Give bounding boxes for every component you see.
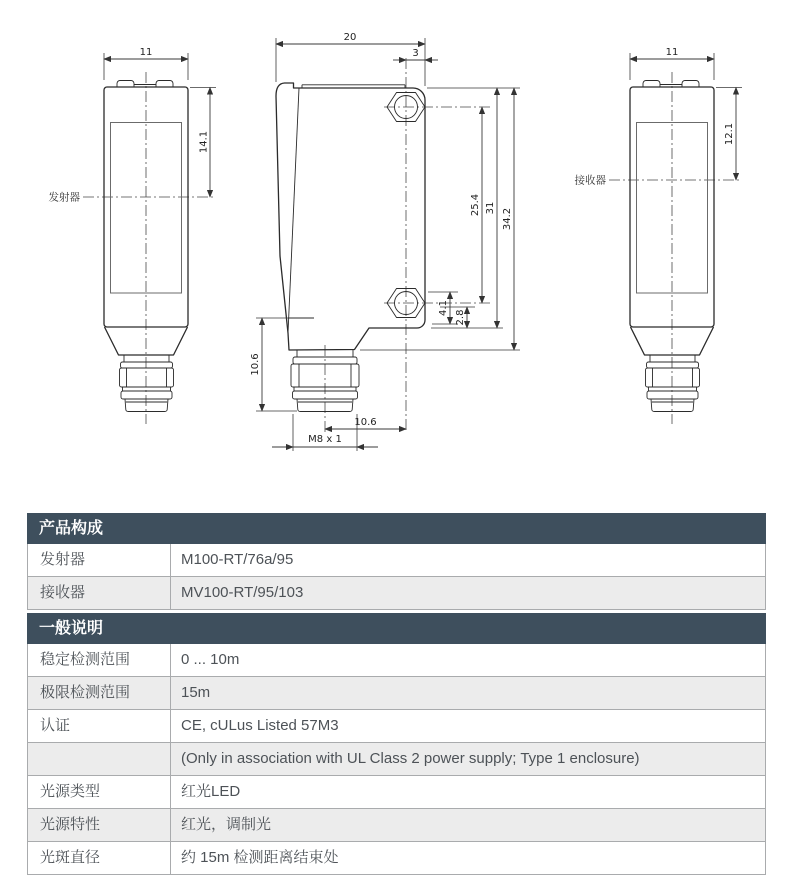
row-label: 光源类型 — [28, 776, 171, 808]
dim-hole-spacing: 25.4 — [470, 193, 481, 217]
row-value: MV100-RT/95/103 — [181, 584, 304, 601]
emitter-front-view — [49, 47, 217, 424]
row-value: 约 15m 检测距离结束处 — [181, 849, 339, 866]
table-row — [27, 544, 766, 577]
table-row — [27, 809, 766, 842]
row-value: 15m — [181, 684, 211, 701]
spec-table — [27, 513, 766, 875]
dim-flange-thickness: 2.8 — [455, 309, 466, 326]
table-row — [27, 776, 766, 809]
row-value: CE, cULus Listed 57M3 — [181, 717, 339, 734]
table-row — [27, 743, 766, 776]
row-label: 光源特性 — [28, 809, 171, 841]
dim-top-to-lower-hole: 31 — [485, 201, 496, 215]
row-value: M100-RT/76a/95 — [181, 551, 294, 568]
row-value: (Only in association with UL Class 2 power supply; Type 1 enclosure) — [181, 750, 640, 767]
dim-receiver-optics-height: 12.1 — [724, 122, 735, 146]
dim-width-receiver: 11 — [665, 47, 679, 58]
section-header-general-description: 一般说明 — [27, 613, 766, 644]
side-view — [250, 32, 520, 451]
dim-emitter-optics-height: 14.1 — [198, 130, 210, 154]
row-value: 红光LED — [181, 783, 241, 800]
dim-width-emitter: 11 — [139, 47, 153, 58]
row-label — [28, 743, 171, 775]
table-row — [27, 710, 766, 743]
table-row — [27, 677, 766, 710]
dim-thread: M8 x 1 — [308, 434, 342, 445]
dim-axis-to-hole: 10.6 — [354, 417, 377, 428]
dim-lower-hole-to-flange: 4.1 — [438, 300, 449, 316]
row-label: 极限检测范围 — [28, 677, 171, 709]
dim-housing-height: 34.2 — [502, 207, 513, 231]
row-value: 红光，调制光 — [181, 816, 272, 833]
dim-hole-edge-offset: 3 — [412, 48, 419, 59]
dim-depth: 20 — [343, 32, 357, 43]
row-label: 认证 — [28, 710, 171, 742]
row-label: 接收器 — [28, 577, 171, 609]
row-label: 稳定检测范围 — [28, 644, 171, 676]
row-label: 发射器 — [28, 544, 171, 576]
receiver-label: 接收器 — [574, 174, 606, 187]
row-label: 光斑直径 — [28, 842, 171, 874]
receiver-front-view — [575, 47, 743, 424]
dim-connector-length: 10.6 — [250, 353, 261, 376]
row-value: 0 ... 10m — [181, 651, 240, 668]
table-row — [27, 842, 766, 875]
section-header-product-composition: 产品构成 — [27, 513, 766, 544]
table-row — [27, 577, 766, 610]
table-row — [27, 644, 766, 677]
emitter-label: 发射器 — [48, 191, 80, 204]
